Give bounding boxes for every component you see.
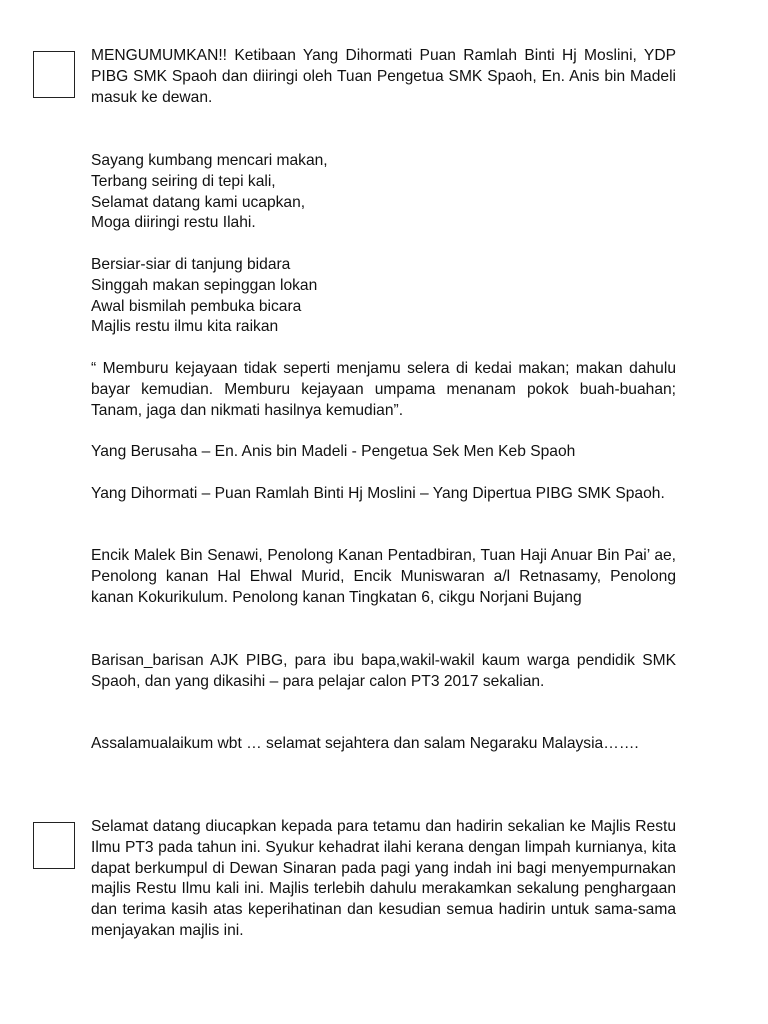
pantun-verse-2 (91, 255, 676, 338)
pantun-line: Singgah makan sepinggan lokan (91, 276, 318, 294)
yang-dihormati-paragraph: Yang Dihormati – Puan Ramlah Binti Hj Moslini – Yang Dipertua PIBG SMK Spaoh. (91, 485, 665, 502)
checkbox-announcement[interactable] (33, 51, 75, 98)
yang-berusaha-line: Yang Berusaha – En. Anis bin Madeli - Pengetua Sek Men Keb Spaoh (91, 443, 576, 460)
welcome-paragraph: Selamat datang diucapkan kepada para tetamu dan hadirin sekalian ke Majlis Restu Ilmu PT3 pada tahun ini. Syukur kehadrat ilahi kerana dengan limpah kurnianya, kita dapat berkumpul di Dewan Sinaran pada pagi yang indah ini bagi menyempurnakan majlis Restu Ilmu kali ini. Majlis terlebih dahulu merakamkan sekalung penghargaan dan terima kasih atas keperihatinan dan kesudian semua hadirin untuk sama-sama menjayakan majlis ini. (91, 818, 676, 939)
pantun-line: Majlis restu ilmu kita raikan (91, 318, 279, 336)
pantun-line: Bersiar-siar di tanjung bidara (91, 256, 291, 273)
officers-paragraph: Encik Malek Bin Senawi, Penolong Kanan Pentadbiran, Tuan Haji Anuar Bin Pai’ ae, Penolong kanan Hal Ehwal Murid, Encik Muniswaran a/l Retnasamy, Penolong kanan Kokurikulum. Penolong kanan Tingkatan 6, cikgu Norjani Bujang (91, 547, 676, 606)
pantun-line: Awal bismilah pembuka bicara (91, 297, 302, 315)
pantun-line: Selamat datang kami ucapkan, (91, 193, 306, 211)
pantun-verse-1 (91, 151, 676, 234)
pantun-line: Sayang kumbang mencari makan, (91, 152, 328, 169)
quote-paragraph: “ Memburu kejayaan tidak seperti menjamu selera di kedai makan; makan dahulu bayar kemudian. Memburu kejayaan umpama menanam pokok buah-buahan; Tanam, jaga dan nikmati hasilnya kemudian”. (91, 360, 676, 419)
pantun-line: Terbang seiring di tepi kali, (91, 172, 276, 190)
salam-paragraph: Assalamualaikum wbt … selamat sejahtera dan salam Negaraku Malaysia……. (91, 735, 639, 752)
checkbox-welcome[interactable] (33, 822, 75, 869)
ajk-paragraph: Barisan_barisan AJK PIBG, para ibu bapa,wakil-wakil kaum warga pendidik SMK Spaoh, dan yang dikasihi – para pelajar calon PT3 2017 sekalian. (91, 652, 676, 690)
pantun-line: Moga diiringi restu Ilahi. (91, 214, 256, 232)
announcement-paragraph: MENGUMUMKAN!! Ketibaan Yang Dihormati Puan Ramlah Binti Hj Moslini, YDP PIBG SMK Spaoh dan diiringi oleh Tuan Pengetua SMK Spaoh, En. Anis bin Madeli masuk ke dewan. (91, 47, 676, 106)
